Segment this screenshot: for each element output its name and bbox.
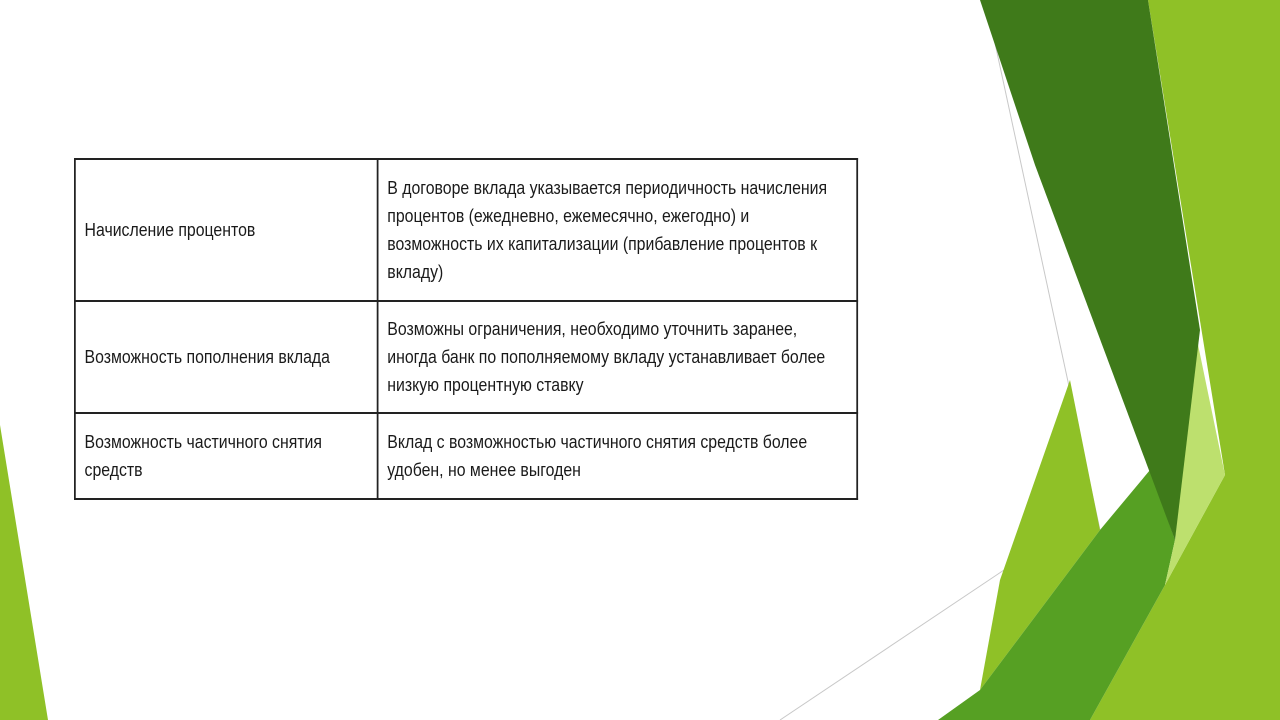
- deposit-conditions-table: [74, 158, 858, 500]
- table-cell-parameter: Возможность частичного снятия средств: [75, 413, 378, 499]
- table-cell-description: Вклад с возможностью частичного снятия средств более удобен, но менее выгоден: [378, 413, 858, 499]
- table-row: [75, 413, 857, 499]
- left-green-shape: [0, 425, 48, 720]
- table-cell-description: Возможны ограничения, необходимо уточнить заранее, иногда банк по пополняемому вкладу устанавливает более низкую процентную ставку: [378, 301, 858, 413]
- table-cell-description: В договоре вклада указывается периодичность начисления процентов (ежедневно, ежемесячно, ежегодно) и возможность их капитализации (прибавление процентов к вкладу): [378, 159, 858, 301]
- table-row: [75, 159, 857, 301]
- table-row: [75, 301, 857, 413]
- table-cell-parameter: Возможность пополнения вклада: [75, 301, 378, 413]
- table-cell-parameter: Начисление процентов: [75, 159, 378, 301]
